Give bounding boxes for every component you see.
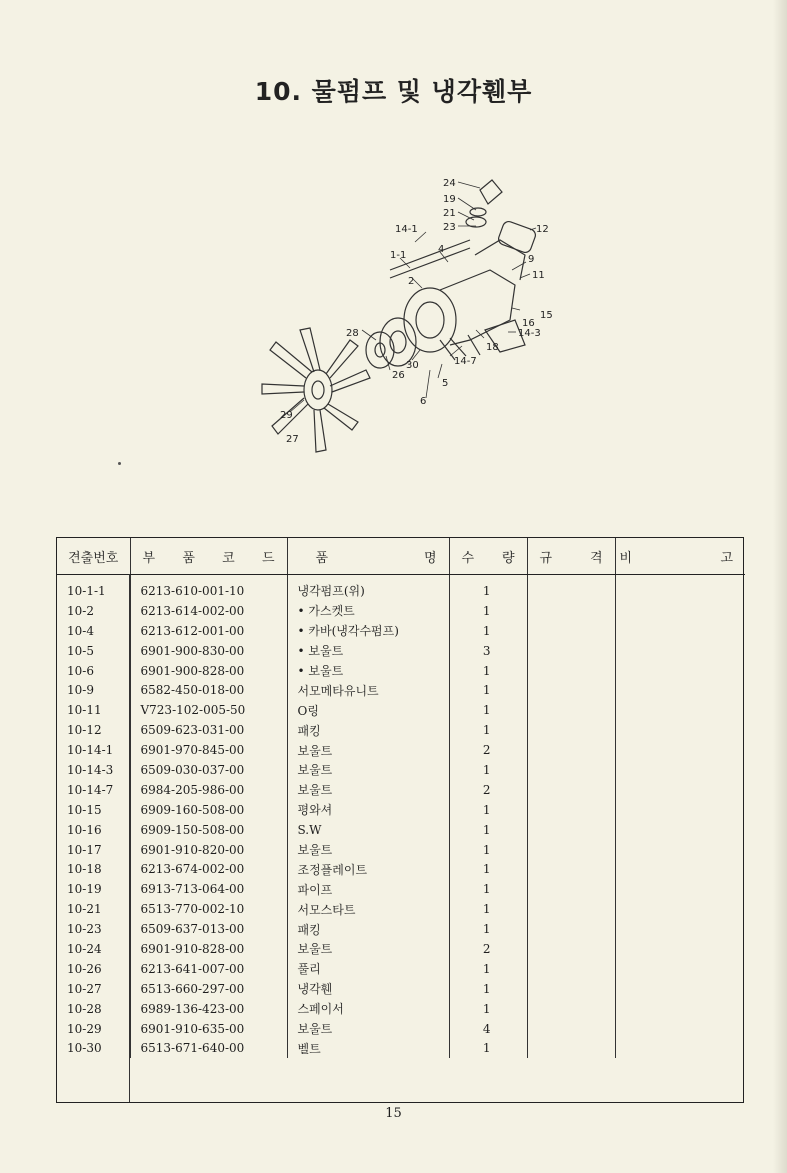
remarks-cell: [615, 575, 745, 601]
callout-11: 11: [532, 270, 545, 281]
quantity-cell: 1: [449, 919, 527, 939]
exploded-parts-diagram: [240, 160, 600, 460]
remarks-cell: [615, 601, 745, 621]
quantity-cell: 1: [449, 859, 527, 879]
table-row: [57, 840, 745, 860]
quantity-cell: 1: [449, 760, 527, 780]
parts-table-frame: [56, 537, 744, 1103]
part-no-cell: 10-14-3: [57, 760, 130, 780]
quantity-cell: 1: [449, 999, 527, 1019]
part-code-cell: 6901-900-828-00: [130, 661, 287, 681]
part-code-cell: 6509-030-037-00: [130, 760, 287, 780]
part-code-cell: 6901-910-635-00: [130, 1019, 287, 1039]
quantity-cell: 1: [449, 575, 527, 601]
remarks-cell: [615, 760, 745, 780]
callout-1-1: 1-1: [390, 250, 407, 261]
part-name-cell: 서모스타트: [287, 899, 449, 919]
spec-cell: [527, 780, 615, 800]
table-row: [57, 661, 745, 681]
parts-table-body: [57, 575, 745, 1059]
remarks-cell: [615, 680, 745, 700]
quantity-cell: 1: [449, 1038, 527, 1058]
part-code-cell: 6909-160-508-00: [130, 800, 287, 820]
part-no-cell: 10-6: [57, 661, 130, 681]
part-name-cell: 서모메타유니트: [287, 680, 449, 700]
spec-cell: [527, 800, 615, 820]
part-no-cell: 10-9: [57, 680, 130, 700]
part-name-cell: • 카바(냉각수펌프): [287, 621, 449, 641]
callout-16: 16: [522, 318, 535, 329]
spec-cell: [527, 1038, 615, 1058]
part-name-cell: 냉각펌프(위): [287, 575, 449, 601]
table-row: [57, 575, 745, 601]
spec-cell: [527, 979, 615, 999]
part-code-cell: 6213-641-007-00: [130, 959, 287, 979]
part-code-cell: V723-102-005-50: [130, 700, 287, 720]
callout-19: 19: [443, 194, 456, 205]
quantity-cell: 1: [449, 621, 527, 641]
parts-table: [57, 538, 745, 1058]
remarks-cell: [615, 661, 745, 681]
part-code-cell: 6984-205-986-00: [130, 780, 287, 800]
part-no-cell: 10-1-1: [57, 575, 130, 601]
cooling-fan-drawing: [262, 328, 370, 452]
page-edge-shadow: [773, 0, 787, 1173]
remarks-cell: [615, 700, 745, 720]
callout-15: 15: [540, 310, 553, 321]
part-no-cell: 10-24: [57, 939, 130, 959]
part-code-cell: 6989-136-423-00: [130, 999, 287, 1019]
callout-29: 29: [280, 410, 293, 421]
table-row: [57, 1019, 745, 1039]
spec-cell: [527, 879, 615, 899]
remarks-cell: [615, 641, 745, 661]
part-code-cell: 6213-674-002-00: [130, 859, 287, 879]
quantity-cell: 1: [449, 601, 527, 621]
callout-6: 6: [420, 396, 427, 407]
part-name-cell: O링: [287, 700, 449, 720]
callout-30: 30: [406, 360, 419, 371]
part-code-cell: 6913-713-064-00: [130, 879, 287, 899]
header-spec: 규 격: [527, 538, 615, 575]
remarks-cell: [615, 720, 745, 740]
remarks-cell: [615, 959, 745, 979]
callout-labels: [280, 178, 553, 445]
callout-23: 23: [443, 222, 456, 233]
table-row: [57, 720, 745, 740]
part-code-cell: 6213-610-001-10: [130, 575, 287, 601]
part-name-cell: S.W: [287, 820, 449, 840]
remarks-cell: [615, 820, 745, 840]
spec-cell: [527, 919, 615, 939]
remarks-cell: [615, 800, 745, 820]
spec-cell: [527, 899, 615, 919]
callout-14-7: 14-7: [454, 356, 477, 367]
part-no-cell: 10-17: [57, 840, 130, 860]
part-no-cell: 10-16: [57, 820, 130, 840]
callout-leaders: [290, 182, 536, 412]
spec-cell: [527, 661, 615, 681]
remarks-cell: [615, 840, 745, 860]
callout-28: 28: [346, 328, 359, 339]
remarks-cell: [615, 1038, 745, 1058]
part-name-cell: • 보울트: [287, 641, 449, 661]
part-name-cell: 조정플레이트: [287, 859, 449, 879]
quantity-cell: 2: [449, 939, 527, 959]
quantity-cell: 1: [449, 899, 527, 919]
spec-cell: [527, 720, 615, 740]
spec-cell: [527, 740, 615, 760]
part-code-cell: 6901-910-820-00: [130, 840, 287, 860]
table-row: [57, 959, 745, 979]
part-no-cell: 10-28: [57, 999, 130, 1019]
quantity-cell: 1: [449, 720, 527, 740]
part-name-cell: 풀리: [287, 959, 449, 979]
part-name-cell: 보울트: [287, 760, 449, 780]
part-no-cell: 10-14-7: [57, 780, 130, 800]
spec-cell: [527, 575, 615, 601]
quantity-cell: 1: [449, 661, 527, 681]
part-name-cell: 파이프: [287, 879, 449, 899]
part-no-cell: 10-14-1: [57, 740, 130, 760]
part-code-cell: 6509-623-031-00: [130, 720, 287, 740]
part-name-cell: 패킹: [287, 919, 449, 939]
part-name-cell: 보울트: [287, 840, 449, 860]
part-code-cell: 6582-450-018-00: [130, 680, 287, 700]
part-no-cell: 10-21: [57, 899, 130, 919]
callout-2: 2: [408, 276, 415, 287]
part-no-cell: 10-30: [57, 1038, 130, 1058]
table-row: [57, 899, 745, 919]
quantity-cell: 1: [449, 800, 527, 820]
part-name-cell: 냉각휀: [287, 979, 449, 999]
part-code-cell: 6213-612-001-00: [130, 621, 287, 641]
part-name-cell: 평와셔: [287, 800, 449, 820]
header-qty: 수 량: [449, 538, 527, 575]
table-row: [57, 641, 745, 661]
callout-26: 26: [392, 370, 405, 381]
remarks-cell: [615, 999, 745, 1019]
header-no: 견출번호: [57, 538, 130, 575]
table-row: [57, 820, 745, 840]
quantity-cell: 1: [449, 680, 527, 700]
spec-cell: [527, 859, 615, 879]
table-row: [57, 859, 745, 879]
part-no-cell: 10-4: [57, 621, 130, 641]
table-row: [57, 680, 745, 700]
part-no-cell: 10-23: [57, 919, 130, 939]
quantity-cell: 1: [449, 979, 527, 999]
quantity-cell: 1: [449, 879, 527, 899]
part-name-cell: 보울트: [287, 1019, 449, 1039]
part-code-cell: 6901-910-828-00: [130, 939, 287, 959]
table-row: [57, 800, 745, 820]
remarks-cell: [615, 1019, 745, 1039]
callout-18: 18: [486, 342, 499, 353]
quantity-cell: 1: [449, 840, 527, 860]
part-name-cell: 패킹: [287, 720, 449, 740]
quantity-cell: 2: [449, 780, 527, 800]
part-code-cell: 6909-150-508-00: [130, 820, 287, 840]
part-name-cell: 보울트: [287, 939, 449, 959]
spec-cell: [527, 680, 615, 700]
quantity-cell: 1: [449, 959, 527, 979]
remarks-cell: [615, 621, 745, 641]
spec-cell: [527, 999, 615, 1019]
spec-cell: [527, 641, 615, 661]
callout-24: 24: [443, 178, 456, 189]
callout-12: 12: [536, 224, 549, 235]
table-header-row: [57, 538, 745, 575]
spec-cell: [527, 621, 615, 641]
callout-14-1: 14-1: [395, 224, 418, 235]
remarks-cell: [615, 939, 745, 959]
part-name-cell: • 가스켓트: [287, 601, 449, 621]
callout-4: 4: [438, 244, 445, 255]
table-row: [57, 999, 745, 1019]
ink-speck: [118, 462, 121, 465]
spec-cell: [527, 700, 615, 720]
part-no-cell: 10-27: [57, 979, 130, 999]
remarks-cell: [615, 740, 745, 760]
table-row: [57, 760, 745, 780]
table-row: [57, 979, 745, 999]
spec-cell: [527, 939, 615, 959]
callout-27: 27: [286, 434, 299, 445]
part-code-cell: 6513-770-002-10: [130, 899, 287, 919]
spec-cell: [527, 760, 615, 780]
page-number: 15: [385, 1106, 402, 1121]
part-no-cell: 10-29: [57, 1019, 130, 1039]
table-row: [57, 879, 745, 899]
remarks-cell: [615, 859, 745, 879]
part-no-cell: 10-15: [57, 800, 130, 820]
part-code-cell: 6213-614-002-00: [130, 601, 287, 621]
part-code-cell: 6513-671-640-00: [130, 1038, 287, 1058]
spec-cell: [527, 601, 615, 621]
callout-9: 9: [528, 254, 535, 265]
callout-5: 5: [442, 378, 449, 389]
spec-cell: [527, 1019, 615, 1039]
quantity-cell: 1: [449, 700, 527, 720]
remarks-cell: [615, 919, 745, 939]
spec-cell: [527, 820, 615, 840]
part-name-cell: 스페이서: [287, 999, 449, 1019]
remarks-cell: [615, 979, 745, 999]
part-no-cell: 10-11: [57, 700, 130, 720]
spec-cell: [527, 840, 615, 860]
page-title: 10. 물펌프 및 냉각휀부: [254, 77, 533, 106]
part-name-cell: • 보울트: [287, 661, 449, 681]
part-no-cell: 10-19: [57, 879, 130, 899]
table-row: [57, 621, 745, 641]
part-no-cell: 10-18: [57, 859, 130, 879]
table-row: [57, 780, 745, 800]
quantity-cell: 2: [449, 740, 527, 760]
part-no-cell: 10-2: [57, 601, 130, 621]
part-code-cell: 6513-660-297-00: [130, 979, 287, 999]
part-code-cell: 6901-970-845-00: [130, 740, 287, 760]
spec-cell: [527, 959, 615, 979]
table-row: [57, 1038, 745, 1058]
header-remarks: 비 고: [615, 538, 745, 575]
callout-14-3: 14-3: [518, 328, 541, 339]
table-row: [57, 601, 745, 621]
part-no-cell: 10-5: [57, 641, 130, 661]
table-row: [57, 700, 745, 720]
quantity-cell: 3: [449, 641, 527, 661]
part-name-cell: 벨트: [287, 1038, 449, 1058]
header-code: 부 품 코 드: [130, 538, 287, 575]
header-name: 품 명: [287, 538, 449, 575]
remarks-cell: [615, 879, 745, 899]
callout-21: 21: [443, 208, 456, 219]
part-no-cell: 10-12: [57, 720, 130, 740]
part-no-cell: 10-26: [57, 959, 130, 979]
part-name-cell: 보울트: [287, 740, 449, 760]
remarks-cell: [615, 780, 745, 800]
part-code-cell: 6901-900-830-00: [130, 641, 287, 661]
part-name-cell: 보울트: [287, 780, 449, 800]
table-row: [57, 939, 745, 959]
remarks-cell: [615, 899, 745, 919]
quantity-cell: 4: [449, 1019, 527, 1039]
table-row: [57, 740, 745, 760]
table-row: [57, 919, 745, 939]
quantity-cell: 1: [449, 820, 527, 840]
part-code-cell: 6509-637-013-00: [130, 919, 287, 939]
